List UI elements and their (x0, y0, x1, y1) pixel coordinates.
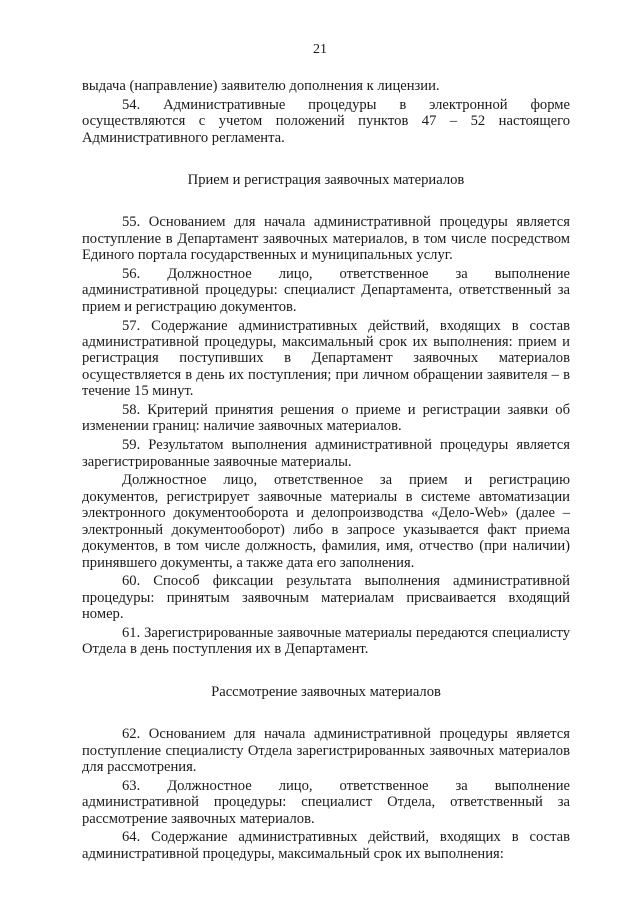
paragraph-58: 58. Критерий принятия решения о приеме и регистрации заявки об изменении границ: наличие заявочных материалов. (82, 402, 570, 435)
paragraph-64: 64. Содержание административных действий, входящих в состав административной процедуры, максимальный срок их выполнения: (82, 829, 570, 862)
section-heading-review: Рассмотрение заявочных материалов (211, 683, 441, 700)
paragraph-63: 63. Должностное лицо, ответственное за выполнение административной процедуры: специалист Отдела, ответственный за рассмотрение заявочных материалов. (82, 777, 570, 827)
paragraph-56: 56. Должностное лицо, ответственное за выполнение административной процедуры: специалист Департамента, ответственный за прием и регистрацию документов. (82, 266, 570, 315)
paragraph-60: 60. Способ фиксации результата выполнения административной процедуры: принятым заявочным материалам присваивается входящий номер. (82, 573, 570, 623)
paragraph-59: 59. Результатом выполнения административной процедуры является зарегистрированные заявочные материалы. (82, 437, 570, 470)
paragraph-59-detail: Должностное лицо, ответственное за прием и регистрацию документов, регистрирует заявочные материалы в системе автоматизации электронного документооборота и делопроизводства «Дело-Web» (далее – электронный документооборот) либо в запросе указывается факт приема документов, в том числе должность, фамилия, имя, отчество (при наличии) принявшего документы, а также дата его заполнения. (82, 472, 570, 571)
paragraph-55: 55. Основанием для начала административной процедуры является поступление в Департамент заявочных материалов, в том числе посредством Единого портала государственных и муниципальных услуг. (82, 214, 570, 264)
paragraph-61: 61. Зарегистрированные заявочные материалы передаются специалисту Отдела в день поступления их в Департамент. (82, 624, 570, 658)
paragraph-54: 54. Административные процедуры в электронной форме осуществляются с учетом положений пунктов 47 – 52 настоящего Административного регламента. (82, 96, 570, 146)
paragraph-continuation: выдача (направление) заявителю дополнения к лицензии. (82, 78, 440, 94)
paragraph-62: 62. Основанием для начала административной процедуры является поступление специалисту Отдела зарегистрированных заявочных материалов для рассмотрения. (82, 726, 570, 775)
paragraph-57: 57. Содержание административных действий, входящих в состав административной процедуры, максимальный срок их выполнения: прием и регистрация поступивших в Департамент заявочных материалов осуществляется в день их поступления; при личном обращении заявителя – в течение 15 минут. (82, 317, 570, 400)
section-heading-reception: Прием и регистрация заявочных материалов (187, 172, 465, 189)
document-body (82, 78, 570, 865)
page-number: 21 (313, 42, 327, 57)
